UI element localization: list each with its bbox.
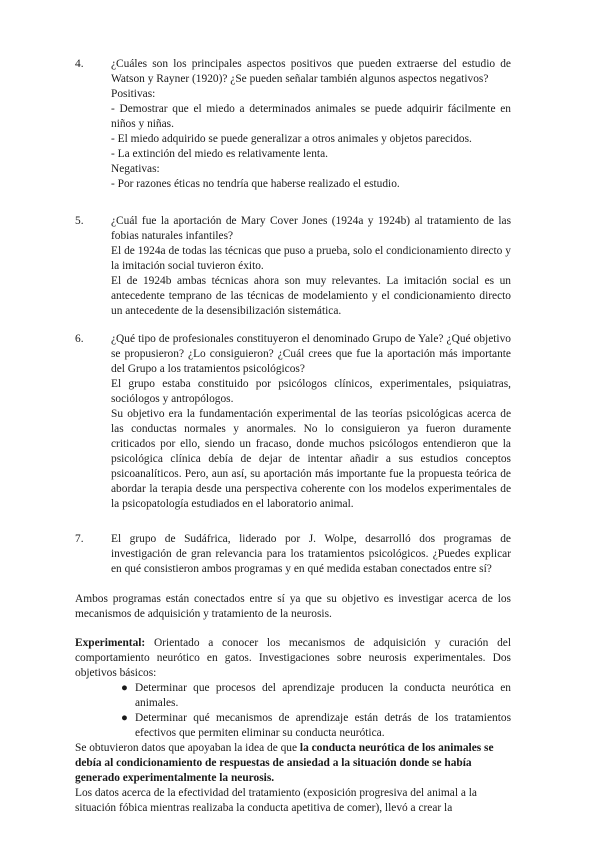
closing-paragraph: Los datos acerca de la efectividad del tratamiento (exposición progresiva del animal a la situación fóbica mientras realizaba la conducta apetitiva de comer), llevó a crear la (75, 787, 477, 814)
question-number: 6. (75, 333, 84, 345)
positives-label: Positivas: (111, 88, 156, 100)
result-prefix: Se obtuvieron datos que apoyaban la idea de que (75, 742, 300, 754)
bullet-icon: ● (121, 682, 128, 694)
question-4 (75, 57, 511, 192)
answer-line: - Por razones éticas no tendría que haberse realizado el estudio. (111, 178, 400, 190)
answer-paragraph: El de 1924b ambas técnicas ahora son muy relevantes. La imitación social es un antecedente temprano de las técnicas de modelamiento y el condicionamiento directo un antecedente de la desensibilización sistemática. (111, 275, 511, 317)
answer-section (75, 592, 511, 816)
question-5 (75, 214, 511, 319)
answer-paragraph: El de 1924a de todas las técnicas que puso a prueba, solo el condicionamiento directo y la imitación social tuvieron éxito. (111, 245, 511, 272)
negatives-label: Negativas: (111, 163, 160, 175)
bullet-text: Determinar qué mecanismos de aprendizaje están detrás de los tratamientos efectivos que permiten eliminar su conducta neurótica. (135, 712, 511, 739)
bullet-icon: ● (121, 712, 128, 724)
result-bold: la conducta neurótica de los animales se debía al condicionamiento de respuestas de ansiedad a la situación donde se había generado experimentalmente la neurosis. (75, 742, 494, 784)
question-number: 4. (75, 58, 84, 70)
question-number: 5. (75, 215, 84, 227)
list-item (111, 681, 511, 711)
question-number: 7. (75, 533, 84, 545)
question-text: ¿Qué tipo de profesionales constituyeron el denominado Grupo de Yale? ¿Qué objetivo se propusieron? ¿Lo consiguieron? ¿Cuál crees que fue la aportación más importante del Grupo a los tratamientos psicológicos? (111, 333, 511, 375)
answer-line: - La extinción del miedo es relativamente lenta. (111, 148, 328, 160)
experimental-paragraph (75, 636, 511, 681)
answer-line: - Demostrar que el miedo a determinados animales se puede adquirir fácilmente en niños y niñas. (111, 103, 511, 130)
question-7 (75, 532, 511, 577)
list-item (111, 711, 511, 741)
answer-line: - El miedo adquirido se puede generalizar a otros animales y objetos parecidos. (111, 133, 472, 145)
experimental-intro: Orientado a conocer los mecanismos de adquisición y curación del comportamiento neurótico en gatos. Investigaciones sobre neurosis experimentales. Dos objetivos básicos: (75, 637, 511, 679)
answer-paragraph: El grupo estaba constituido por psicólogos clínicos, experimentales, psiquiatras, sociólogos y antropólogos. (111, 378, 511, 405)
experimental-heading: Experimental: (75, 637, 146, 649)
result-paragraph (75, 741, 511, 786)
bullet-text: Determinar que procesos del aprendizaje producen la conducta neurótica en animales. (135, 682, 511, 709)
question-text: ¿Cuáles son los principales aspectos positivos que pueden extraerse del estudio de Watson y Rayner (1920)? ¿Se pueden señalar también algunos aspectos negativos? (111, 58, 511, 85)
question-text: El grupo de Sudáfrica, liderado por J. Wolpe, desarrolló dos programas de investigación de gran relevancia para los tratamientos psicológicos. ¿Puedes explicar en qué consistieron ambos programas y en qué medida estaban conectados entre sí? (111, 533, 511, 575)
answer-paragraph: Su objetivo era la fundamentación experimental de las teorías psicológicas acerca de las conductas normales y anormales. No lo consiguieron ya fueron duramente criticados por ello, siendo un fracaso, donde muchos psicólogos entendieron que la psicológica clínica debía de dejar de intentar añadir a sus estudios conceptos psicoanalíticos. Pero, aun así, su aportación más importante fue la propuesta teórica de abordar la terapia desde una perspectiva coherente con los modelos experimentales de la psicopatología estudiados en el laboratorio animal. (111, 408, 511, 510)
answer-paragraph: Ambos programas están conectados entre sí ya que su objetivo es investigar acerca de los mecanismos de adquisición y tratamiento de la neurosis. (75, 593, 511, 620)
question-text: ¿Cuál fue la aportación de Mary Cover Jones (1924a y 1924b) al tratamiento de las fobias naturales infantiles? (111, 215, 511, 242)
question-6 (75, 332, 511, 512)
